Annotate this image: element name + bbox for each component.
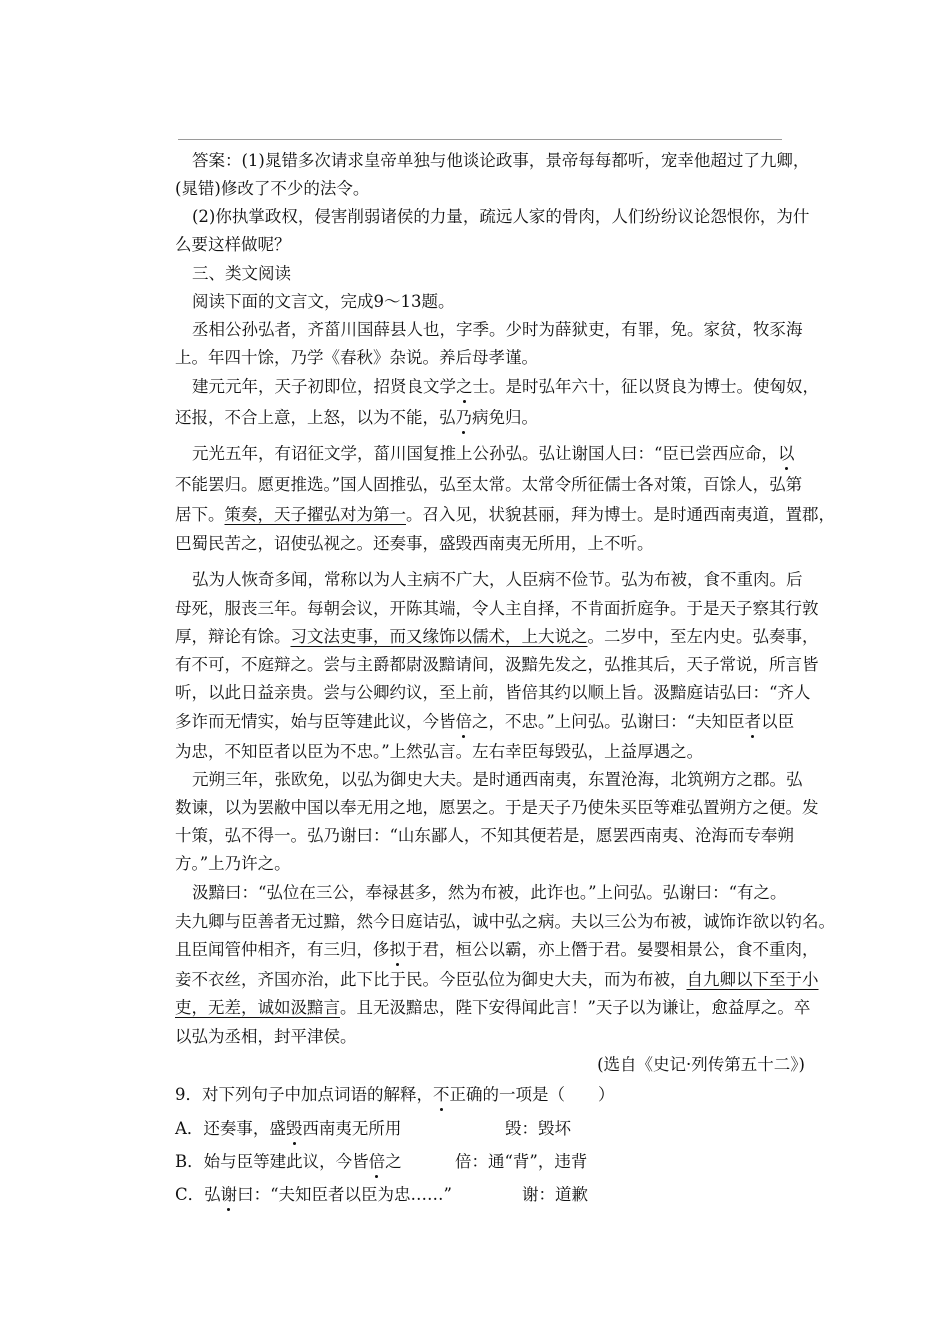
text-run: 9．对下列句子中加点词语的解释， [175, 1085, 433, 1104]
source-citation: (选自《史记·列传第五十二》) [597, 1055, 805, 1074]
dotted-word: 之 [456, 377, 473, 396]
section-title: 三、类文阅读 [192, 264, 291, 283]
underlined-sentence: 自九卿以下至于小 [686, 970, 819, 989]
underlined-sentence: 策奏，天子擢弘对为第一 [224, 505, 406, 524]
p4-line-7: 为忠，不知臣者以臣为不忠。”上然弘言。左右幸臣每毁弘，上益厚遇之。 [175, 742, 704, 761]
text-run: B．始与臣等建此议，今皆 [175, 1152, 369, 1171]
text-run: 多诈而无情实，始与臣等建此议，今皆 [175, 712, 456, 731]
text-run: 妾不衣丝，齐国亦治，此下比于民。今臣弘位为御史大夫，而为布被， [175, 970, 687, 989]
answer-line-1: 答案：(1)晁错多次请求皇帝单独与他谈论政事，景帝每每都听，宠幸他超过了九卿， [192, 151, 810, 170]
answer-line-2: (晁错)修改了不少的法令。 [175, 179, 370, 198]
question-9-stem [175, 1083, 615, 1107]
answer-line-4: 么要这样做呢？ [175, 235, 291, 254]
dotted-word: 毁 [285, 1119, 303, 1138]
text-run: 还报，不合上意，上怒，以为不能，弘 [175, 408, 456, 427]
text-run: 曰：“夫知臣者以臣为忠……” [237, 1185, 452, 1204]
p1-line-1: 丞相公孙弘者，齐菑川国薛县人也，字季。少时为薛狱吏，有罪，免。家贫，牧豕海 [192, 320, 803, 339]
text-run: 士。是时弘年六十，征以贤良为博士。使匈奴， [472, 377, 819, 396]
p2-line-1 [192, 375, 819, 399]
text-run: 厚，辩论有馀。 [175, 627, 291, 646]
dotted-word: 谢 [220, 1185, 238, 1204]
text-run: 。且无汲黯忠，陛下安得闻此言！”天子以为谦让，愈益厚之。卒 [340, 998, 811, 1017]
text-run: 正确的一项是（ ） [449, 1085, 615, 1104]
option-c [175, 1183, 452, 1207]
p6-line-6: 以弘为丞相，封平津侯。 [175, 1027, 357, 1046]
text-run: 之 [385, 1152, 402, 1171]
p6-line-2: 夫九卿与臣善者无过黯，然今日庭诘弘，诚中弘之病。夫以三公为布被，诚饰诈欲以钓名。 [175, 912, 835, 931]
p6-line-3 [175, 938, 819, 962]
text-run: 病免归。 [472, 408, 538, 427]
p3-line-3 [175, 503, 835, 527]
p5-line-3: 十策，弘不得一。弘乃谢曰：“山东鄙人，不知其便若是，愿罢西南夷、沧海而专奉朔 [175, 826, 794, 845]
p4-line-1: 弘为人恢奇多闻，常称以为人主病不广大，人臣病不俭节。弘为布被，食不重肉。后 [192, 570, 803, 589]
text-run: C．弘 [175, 1185, 221, 1204]
text-run: 于君，桓公以霸，亦上僭于君。晏婴相景公，食不重肉， [406, 940, 819, 959]
option-b [175, 1150, 402, 1174]
p5-line-4: 方。”上乃许之。 [175, 854, 291, 873]
underlined-sentence: 吏，无差，诚如汲黯言 [175, 998, 340, 1017]
option-a [175, 1117, 401, 1141]
p1-line-2: 上。年四十馀，乃学《春秋》杂说。养后母孝谨。 [175, 348, 538, 367]
p3-line-4: 巴蜀民苦之，诏使弘视之。还奏事，盛毁西南夷无所用，上不听。 [175, 534, 654, 553]
p4-line-4: 有不可，不庭辩之。尝与主爵都尉汲黯请间，汲黯先发之，弘推其后，天子常说，所言皆 [175, 655, 819, 674]
dotted-word: 者 [744, 712, 762, 731]
p3-line-2: 不能罢归。愿更推选。”国人固推弘，弘至太常。太常令所征儒士各对策，百馀人，弘第 [175, 475, 803, 494]
p2-line-2 [175, 406, 538, 430]
p5-line-2: 数谏，以为罢敝中国以奉无用之地，愿罢之。于是天子乃使朱买臣等难弘置朔方之便。发 [175, 798, 819, 817]
p4-line-3 [175, 625, 819, 649]
p3-line-1 [192, 442, 794, 466]
text-run: 建元元年，天子初即位，招贤良文学 [192, 377, 456, 396]
text-run: 元光五年，有诏征文学，菑川国复推上公孙弘。弘让谢国人曰：“臣已尝西应命， [192, 444, 778, 463]
dotted-word: 拟 [389, 940, 406, 959]
p4-line-2: 母死，服丧三年。每朝会议，开陈其端，令人主自择，不肯面折庭争。于是天子察其行敦 [175, 599, 819, 618]
text-run: A．还奏事，盛 [175, 1119, 286, 1138]
header-rule [178, 139, 782, 140]
text-run: 。二岁中，至左内史。弘奏事， [587, 627, 819, 646]
p5-line-1: 元朔三年，张欧免，以弘为御史大夫。是时通西南夷，东置沧海，北筑朔方之郡。弘 [192, 770, 803, 789]
option-b-explanation: 倍：通“背”，违背 [455, 1152, 588, 1171]
dotted-word: 倍 [455, 712, 472, 731]
section-instruction: 阅读下面的文言文，完成9～13题。 [192, 292, 455, 311]
option-a-explanation: 毁：毁坏 [505, 1119, 571, 1138]
underlined-sentence: 习文法吏事，而又缘饰以儒术，上大说之 [290, 627, 588, 646]
answer-line-3: (2)你执掌政权，侵害削弱诸侯的力量，疏远人家的骨肉，人们纷纷议论怨恨你，为什 [192, 207, 810, 226]
p6-line-1: 汲黯曰：“弘位在三公，奉禄甚多，然为布被，此诈也。”上问弘。弘谢曰：“有之。 [192, 883, 787, 902]
dotted-word: 倍 [368, 1152, 386, 1171]
dotted-word: 以 [777, 444, 795, 463]
p6-line-4 [175, 968, 819, 992]
text-run: 。召入见，状貌甚丽，拜为博士。是时通西南夷道，置郡， [406, 505, 835, 524]
text-run: 西南夷无所用 [302, 1119, 402, 1138]
text-run: 居下。 [175, 505, 225, 524]
text-run: 之，不忠。”上问弘。弘谢曰：“夫知臣 [472, 712, 745, 731]
dotted-word: 乃 [455, 408, 472, 427]
text-run: 且臣闻管仲相齐，有三归，侈 [175, 940, 390, 959]
p6-line-5 [175, 996, 810, 1020]
p4-line-5: 听，以此日益亲贵。尝与公卿约议，至上前，皆倍其约以顺上旨。汲黯庭诘弘曰：“齐人 [175, 683, 811, 702]
option-c-explanation: 谢：道歉 [522, 1185, 588, 1204]
text-run: 以臣 [761, 712, 795, 731]
p4-line-6 [175, 710, 794, 734]
dotted-word: 不 [433, 1085, 450, 1104]
